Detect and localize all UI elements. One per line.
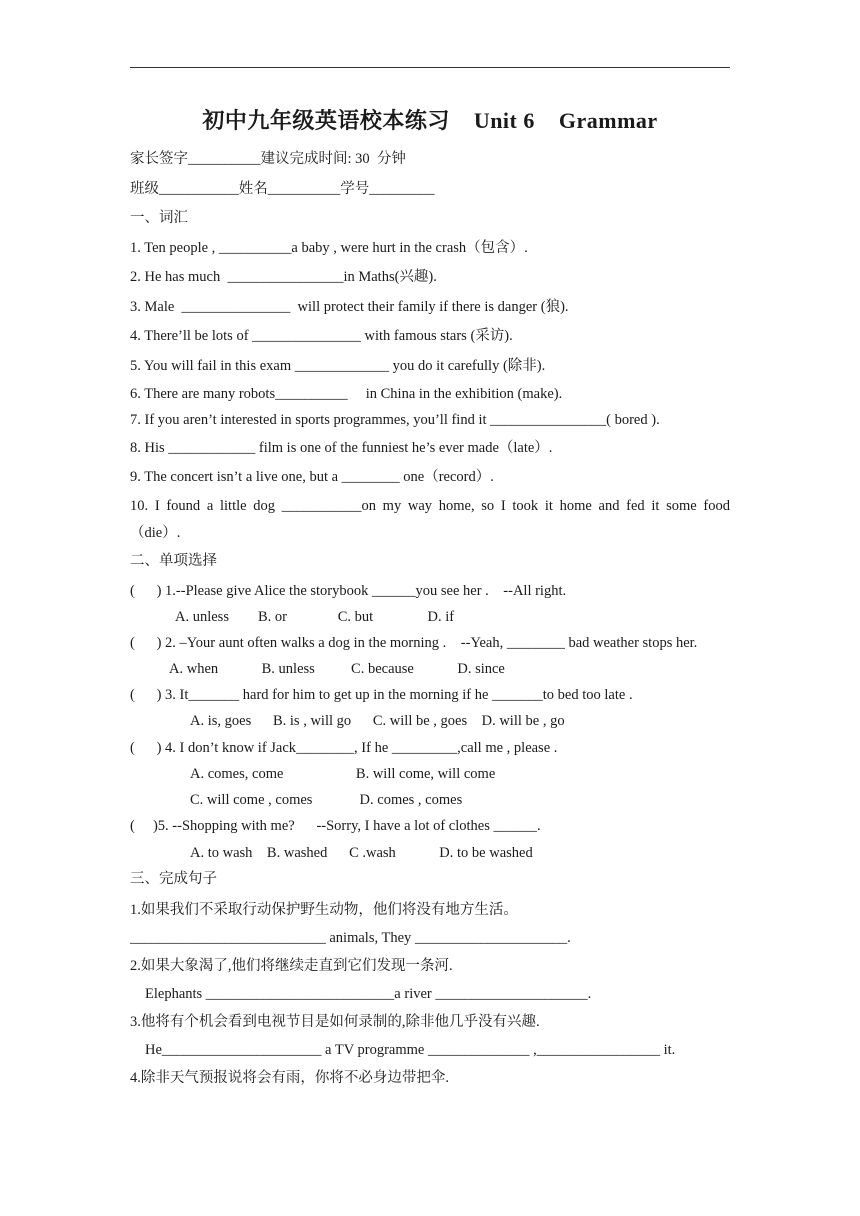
vocab-item-3: 3. Male _______________ will protect their family if there is danger (狼). — [130, 299, 569, 315]
sentence-2-chinese: 2.如果大象渴了,他们将继续走直到它们发现一条河. — [130, 958, 453, 974]
vocab-item-2: 2. He has much ________________in Maths(兴趣). — [130, 269, 437, 285]
choice-question-4: ( ) 4. I don’t know if Jack________, If he _________,call me , please . — [130, 740, 558, 756]
vocab-item-10: 10. I found a little dog ___________on my way home, so I took it home and fed it some food — [130, 498, 730, 514]
section-choice-heading: 二、单项选择 — [130, 553, 217, 569]
vocab-item-4: 4. There’ll be lots of _______________ with famous stars (采访). — [130, 328, 513, 344]
vocab-item-1: 1. Ten people , __________a baby , were hurt in the crash（包含）. — [130, 240, 528, 256]
choice-options-4-cd: C. will come , comes D. comes , comes — [190, 792, 463, 808]
sentence-1-english: ___________________________ animals, They _____________________. — [130, 930, 571, 946]
sentence-4-chinese: 4.除非天气预报说将会有雨，你将不必身边带把伞. — [130, 1070, 449, 1086]
top-rule — [130, 67, 730, 68]
section-sentence-heading: 三、完成句子 — [130, 871, 217, 887]
choice-question-1: ( ) 1.--Please give Alice the storybook ______you see her . --All right. — [130, 583, 567, 599]
section-vocabulary-heading: 一、词汇 — [130, 210, 188, 226]
choice-question-2: ( ) 2. –Your aunt often walks a dog in the morning . --Yeah, ________ bad weather stops her. — [130, 635, 698, 651]
choice-question-3: ( ) 3. It_______ hard for him to get up in the morning if he _______to bed too late . — [130, 687, 633, 703]
student-info-line: 班级___________姓名__________学号_________ — [130, 181, 435, 197]
vocab-item-7: 7. If you aren’t interested in sports programmes, you’ll find it ________________( bored ). — [130, 412, 660, 428]
choice-options-5: A. to wash B. washed C .wash D. to be washed — [190, 845, 533, 861]
vocab-item-9: 9. The concert isn’t a live one, but a ________ one（record）. — [130, 469, 494, 485]
sentence-1-chinese: 1.如果我们不采取行动保护野生动物，他们将没有地方生活。 — [130, 902, 518, 918]
parent-signature-line: 家长签字__________建议完成时间: 30 分钟 — [130, 151, 406, 167]
sentence-2-english: Elephants __________________________a river _____________________. — [145, 986, 592, 1002]
vocab-item-10-hint: （die）. — [130, 525, 181, 541]
sentence-3-english: He______________________ a TV programme ______________ ,_________________ it. — [145, 1042, 676, 1058]
vocab-item-8: 8. His ____________ film is one of the funniest he’s ever made（late）. — [130, 440, 553, 456]
vocab-item-6: 6. There are many robots__________ in China in the exhibition (make). — [130, 386, 563, 402]
page-title: 初中九年级英语校本练习 Unit 6 Grammar — [202, 108, 658, 133]
choice-options-4-ab: A. comes, come B. will come, will come — [190, 766, 496, 782]
choice-question-5: ( )5. --Shopping with me? --Sorry, I have a lot of clothes ______. — [130, 818, 541, 834]
choice-options-3: A. is, goes B. is , will go C. will be , goes D. will be , go — [190, 713, 565, 729]
sentence-3-chinese: 3.他将有个机会看到电视节目是如何录制的,除非他几乎没有兴趣. — [130, 1014, 540, 1030]
choice-options-1: A. unless B. or C. but D. if — [175, 609, 455, 625]
choice-options-2: A. when B. unless C. because D. since — [169, 661, 505, 677]
vocab-item-5: 5. You will fail in this exam _____________ you do it carefully (除非). — [130, 358, 546, 374]
